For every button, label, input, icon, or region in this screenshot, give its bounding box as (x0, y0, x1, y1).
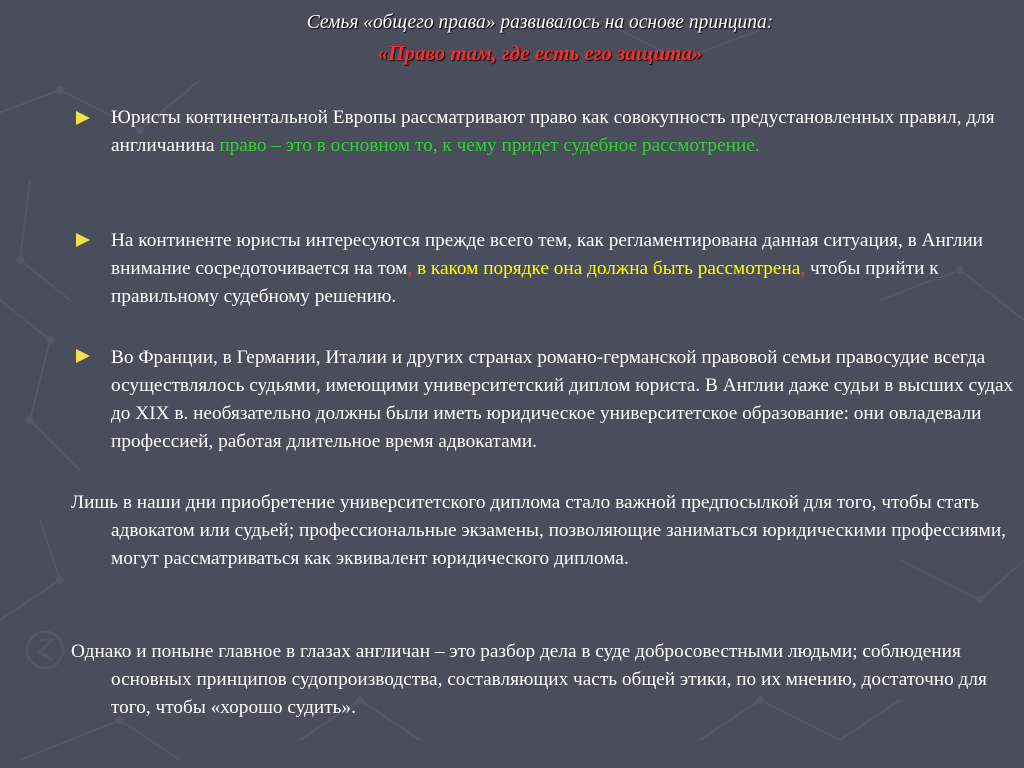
title-line-2: «Право там, где есть его защита» (377, 41, 703, 65)
paragraph-2-comma: , (407, 258, 417, 279)
paragraph-2-comma-2: , (800, 258, 806, 279)
paragraph-3: Во Франции, в Германии, Италии и других странах романо-германской правовой семьи правосудие всегда осуществлялось судьями, имеющими университетский диплом юриста. В Англии даже судьи в высших судах до XIX в. необязательно должны были иметь юридическое университетское образование: они овладевали профессией, работая длительное время адвокатами. (111, 347, 1014, 452)
paragraph-2 (111, 227, 1016, 311)
paragraph-1-highlight: право – это в основном то, к чему придет судебное рассмотрение. (219, 135, 760, 156)
title-line-1: Семья «общего права» развивалось на основе принципа: (306, 12, 774, 33)
paragraph-2-text-start: На континенте юристы интересуются прежде всего тем, как регламентирована данная ситуация, в Англии внимание сосредоточивается на том (111, 230, 983, 279)
paragraph-1 (111, 104, 1016, 160)
paragraph-1-text: Юристы континентальной Европы рассматривают право как совокупность предустановленных правил, для англичанина (111, 107, 995, 156)
triangle-bullet-icon (76, 233, 90, 247)
paragraph-4: Лишь в наши дни приобретение университетского диплома стало важной предпосылкой для того, чтобы стать адвокатом или судьей; профессиональные экзамены, позволяющие заниматься юридическими профессиями, могут рассматриваться как эквивалент юридического диплома. (71, 492, 1006, 569)
paragraph-2-text-end: чтобы прийти к правильному судебному решению. (111, 258, 939, 307)
triangle-bullet-icon (76, 349, 90, 363)
paragraph-2-highlight: в каком порядке она должна быть рассмотрена (416, 258, 801, 279)
triangle-bullet-icon (76, 111, 90, 125)
paragraph-5: Однако и поныне главное в глазах англичан – это разбор дела в суде добросовестными людьми; соблюдения основных принципов судопроизводства, составляющих часть общей этики, по их мнению, достаточно для того, чтобы «хорошо судить». (71, 641, 987, 718)
